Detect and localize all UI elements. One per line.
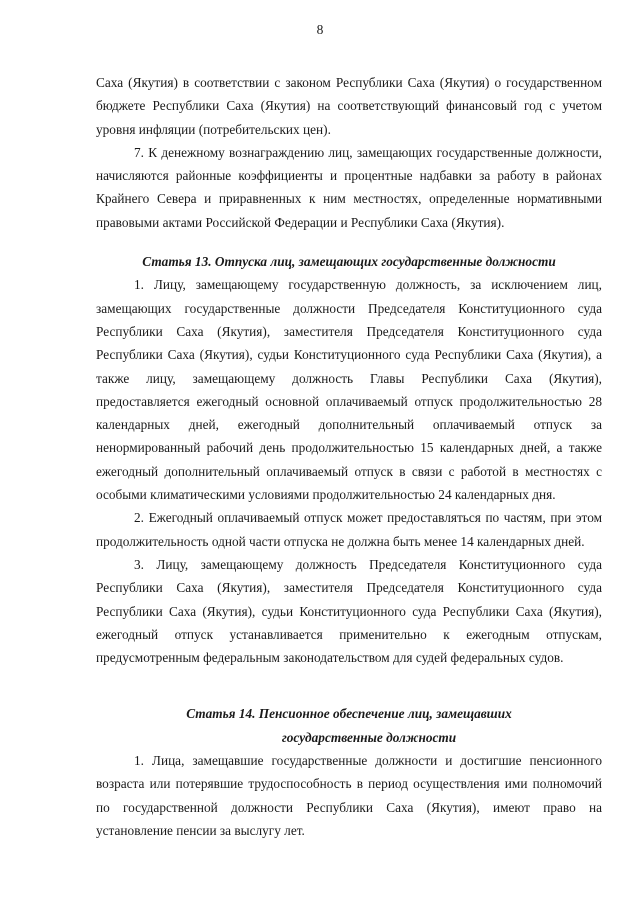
article-13-paragraph-1: 1. Лицу, замещающему государственную должность, за исключением лиц, замещающих государственные должности Председателя Конституционного суда Республики Саха (Якутия), заместителя Председателя Конституционного суда Республики Саха (Якутия), судьи Конституционного суда Республики Саха (Якутия), а также лицу, замещающему должность Главы Республики Саха (Якутия), предоставляется ежегодный основной оплачиваемый отпуск продолжительностью 28 календарных дней, ежегодный дополнительный оплачиваемый отпуск за ненормированный рабочий день продолжительностью 15 календарных дней, а также ежегодный дополнительный оплачиваемый отпуск в связи с работой в местностях с особыми климатическими условиями продолжительностью 24 календарных дня. bbox=[96, 277, 602, 503]
article-14-heading-line-2: государственные должности bbox=[281, 729, 457, 745]
article-14-heading bbox=[96, 702, 602, 749]
document-body bbox=[96, 71, 602, 842]
article-14-paragraph-1: 1. Лица, замещавшие государственные должности и достигшие пенсионного возраста или потерявшие трудоспособность в период осуществления ими полномочий по государственной должности Республики Саха (Якутия), имеют право на установление пенсии за выслугу лет. bbox=[96, 753, 602, 838]
page-number: 8 bbox=[316, 22, 324, 37]
article-13-heading: Статья 13. Отпуска лиц, замещающих государственные должности bbox=[142, 254, 556, 270]
paragraph-continuation: Саха (Якутия) в соответствии с законом Республики Саха (Якутия) о государственном бюджете Республики Саха (Якутия) на соответствующий финансовый год с учетом уровня инфляции (потребительских цен). bbox=[96, 75, 602, 137]
article-13-paragraph-2: 2. Ежегодный оплачиваемый отпуск может предоставляться по частям, при этом продолжительность одной части отпуска не должна быть менее 14 календарных дней. bbox=[96, 510, 602, 549]
article-13-paragraph-3: 3. Лицу, замещающему должность Председателя Конституционного суда Республики Саха (Якутия), заместителя Председателя Конституционного суда Республики Саха (Якутия), судьи Конституционного суда Республики Саха (Якутия), ежегодный отпуск устанавливается применительно к ежегодным отпускам, предусмотренным федеральным законодательством для судей федеральных судов. bbox=[96, 556, 602, 666]
article-14-heading-line-1: Статья 14. Пенсионное обеспечение лиц, замещавших bbox=[186, 706, 512, 722]
paragraph-7: 7. К денежному вознаграждению лиц, замещающих государственные должности, начисляются районные коэффициенты и процентные надбавки за работу в районах Крайнего Севера и приравненных к ним местностях, определенные нормативными правовыми актами Российской Федерации и Республики Саха (Якутия). bbox=[96, 144, 602, 230]
